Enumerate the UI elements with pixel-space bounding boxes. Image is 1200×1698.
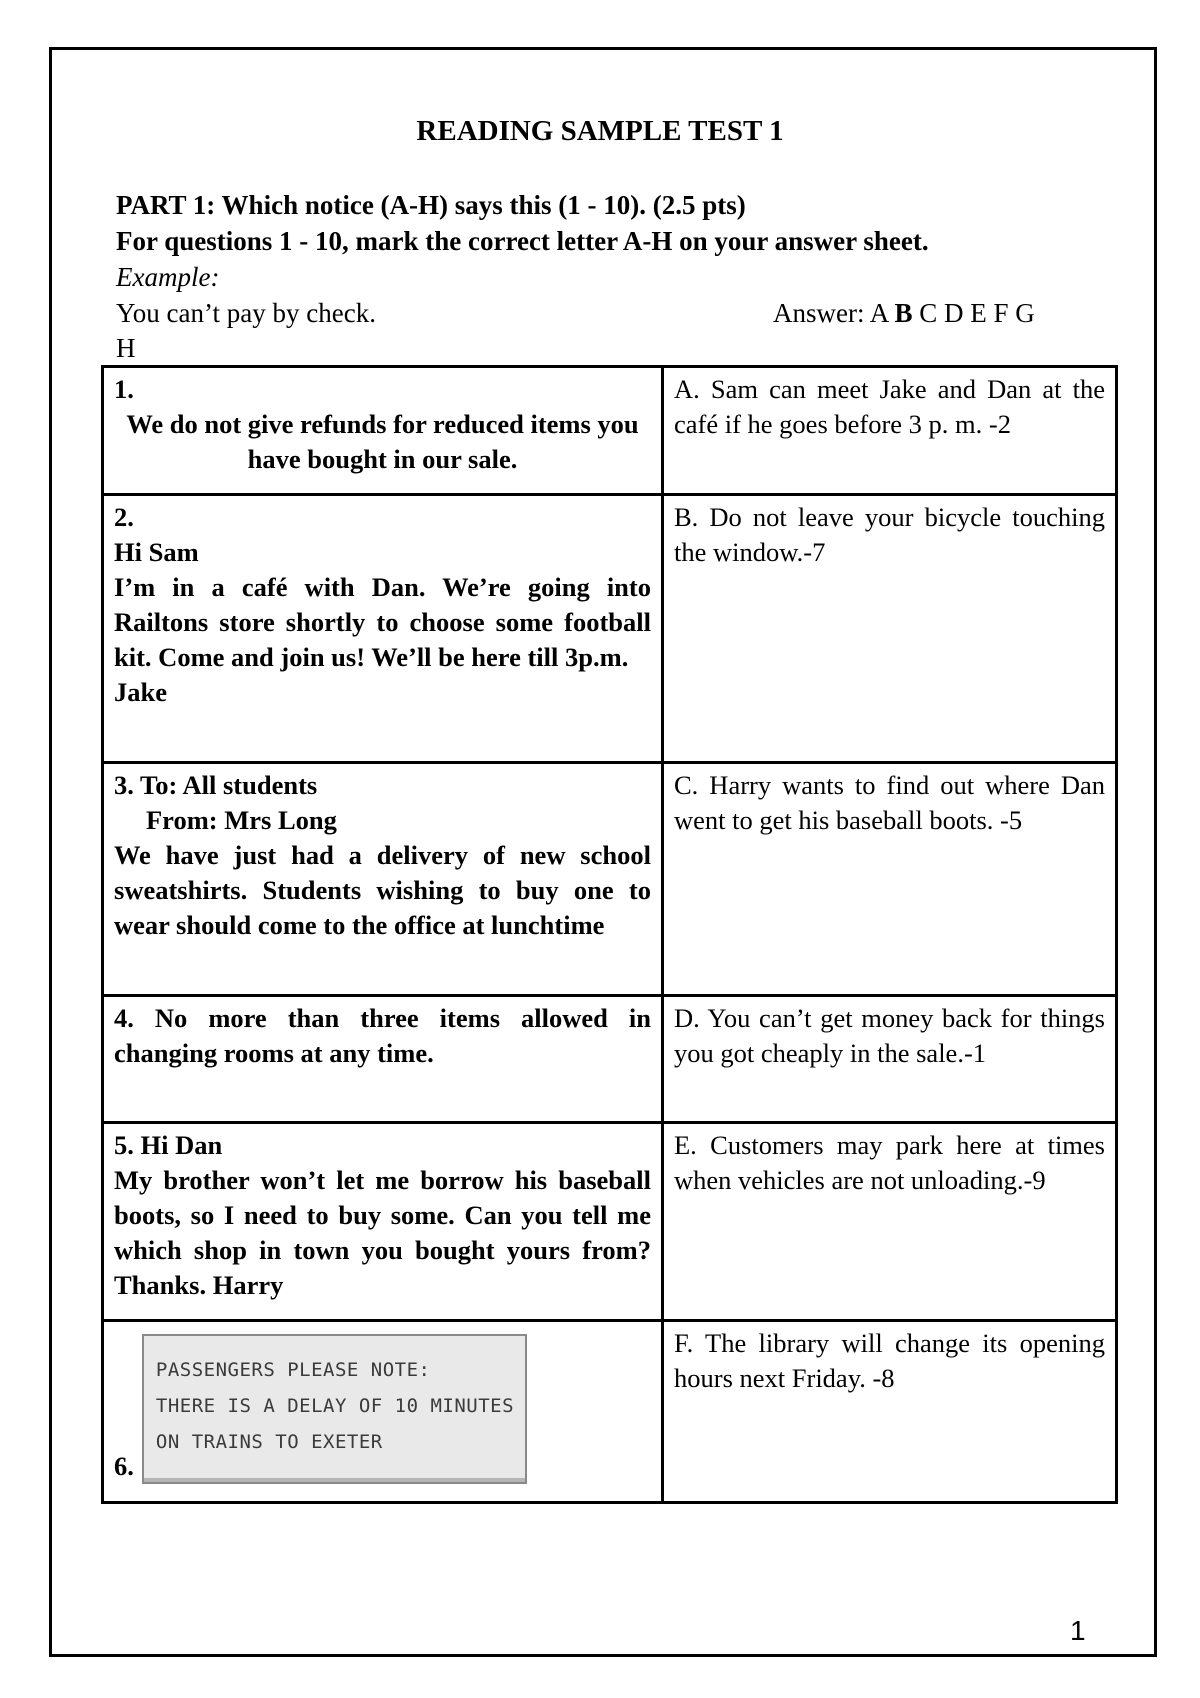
question-cell xyxy=(103,996,663,1123)
question-cell xyxy=(103,495,663,763)
memo-body: We have just had a delivery of new school sweatshirts. Students wishing to buy one to wear should come to the office at lunchtime xyxy=(114,840,651,940)
message-greeting: Hi Sam xyxy=(114,537,199,567)
sign-line: THERE IS A DELAY OF 10 MINUTES xyxy=(155,1395,515,1417)
question-number: 4. xyxy=(114,1003,134,1033)
option-text: F. The library will change its opening hours next Friday. -8 xyxy=(674,1328,1105,1393)
instruction-text: For questions 1 - 10, mark the correct letter A-H on your answer sheet. xyxy=(116,226,929,256)
table-row xyxy=(103,495,1117,763)
memo-from: From: Mrs Long xyxy=(146,805,337,835)
example-answer xyxy=(773,296,1035,331)
question-cell xyxy=(103,1123,663,1321)
message-body: My brother won’t let me borrow his baseball boots, so I need to buy some. Can you tell me which shop in town you bought yours from? Thanks. Harry xyxy=(114,1165,651,1300)
part-heading: PART 1: Which notice (A-H) says this (1 - 10). (2.5 pts) xyxy=(116,190,746,220)
question-cell xyxy=(103,367,663,495)
message-body: I’m in a café with Dan. We’re going into Railtons store shortly to choose some football kit. Come and join us! We’ll be here till 3p.m. xyxy=(114,572,651,672)
question-number: 3. xyxy=(114,770,134,800)
question-number: 1. xyxy=(114,374,134,404)
memo-to: To: All students xyxy=(140,770,318,800)
example-label: Example: xyxy=(116,262,220,292)
answer-wrap: H xyxy=(116,333,136,363)
answer-selected: B xyxy=(894,298,913,328)
option-cell xyxy=(663,1321,1117,1503)
option-text: C. Harry wants to find out where Dan went to get his baseball boots. -5 xyxy=(674,770,1105,835)
option-text: D. You can’t get money back for things you got cheaply in the sale.-1 xyxy=(674,1003,1105,1068)
option-text: B. Do not leave your bicycle touching the window.-7 xyxy=(674,502,1105,567)
option-cell xyxy=(663,495,1117,763)
sign-row xyxy=(114,1326,651,1484)
question-number: 2. xyxy=(114,502,134,532)
table-row xyxy=(103,763,1117,996)
page-title: READING SAMPLE TEST 1 xyxy=(416,115,784,147)
answer-prefix: Answer: A xyxy=(773,298,895,328)
question-number: 6. xyxy=(114,1451,134,1481)
table-row xyxy=(103,367,1117,495)
train-delay-sign xyxy=(142,1334,527,1484)
table-row xyxy=(103,1123,1117,1321)
option-cell xyxy=(663,1123,1117,1321)
option-text: E. Customers may park here at times when vehicles are not unloading.-9 xyxy=(674,1130,1105,1195)
table-row xyxy=(103,1321,1117,1503)
notice-text: No more than three items allowed in changing rooms at any time. xyxy=(114,1003,652,1068)
questions-table xyxy=(101,365,1118,1504)
message-signoff: Jake xyxy=(114,677,167,707)
question-cell xyxy=(103,763,663,996)
question-cell xyxy=(103,1321,663,1503)
table-row xyxy=(103,996,1117,1123)
page-number: 1 xyxy=(1070,1615,1086,1646)
notice-text: We do not give refunds for reduced items you have bought in our sale. xyxy=(126,409,639,474)
option-cell xyxy=(663,763,1117,996)
example-text: You can’t pay by check. xyxy=(116,298,376,328)
sign-line: PASSENGERS PLEASE NOTE: xyxy=(155,1359,431,1381)
option-text: A. Sam can meet Jake and Dan at the café if he goes before 3 p. m. -2 xyxy=(674,374,1105,439)
question-number: 5. xyxy=(114,1130,134,1160)
option-cell xyxy=(663,367,1117,495)
message-greeting: Hi Dan xyxy=(140,1130,223,1160)
option-cell xyxy=(663,996,1117,1123)
answer-suffix: C D E F G xyxy=(912,298,1035,328)
sign-line: ON TRAINS TO EXETER xyxy=(155,1431,383,1453)
